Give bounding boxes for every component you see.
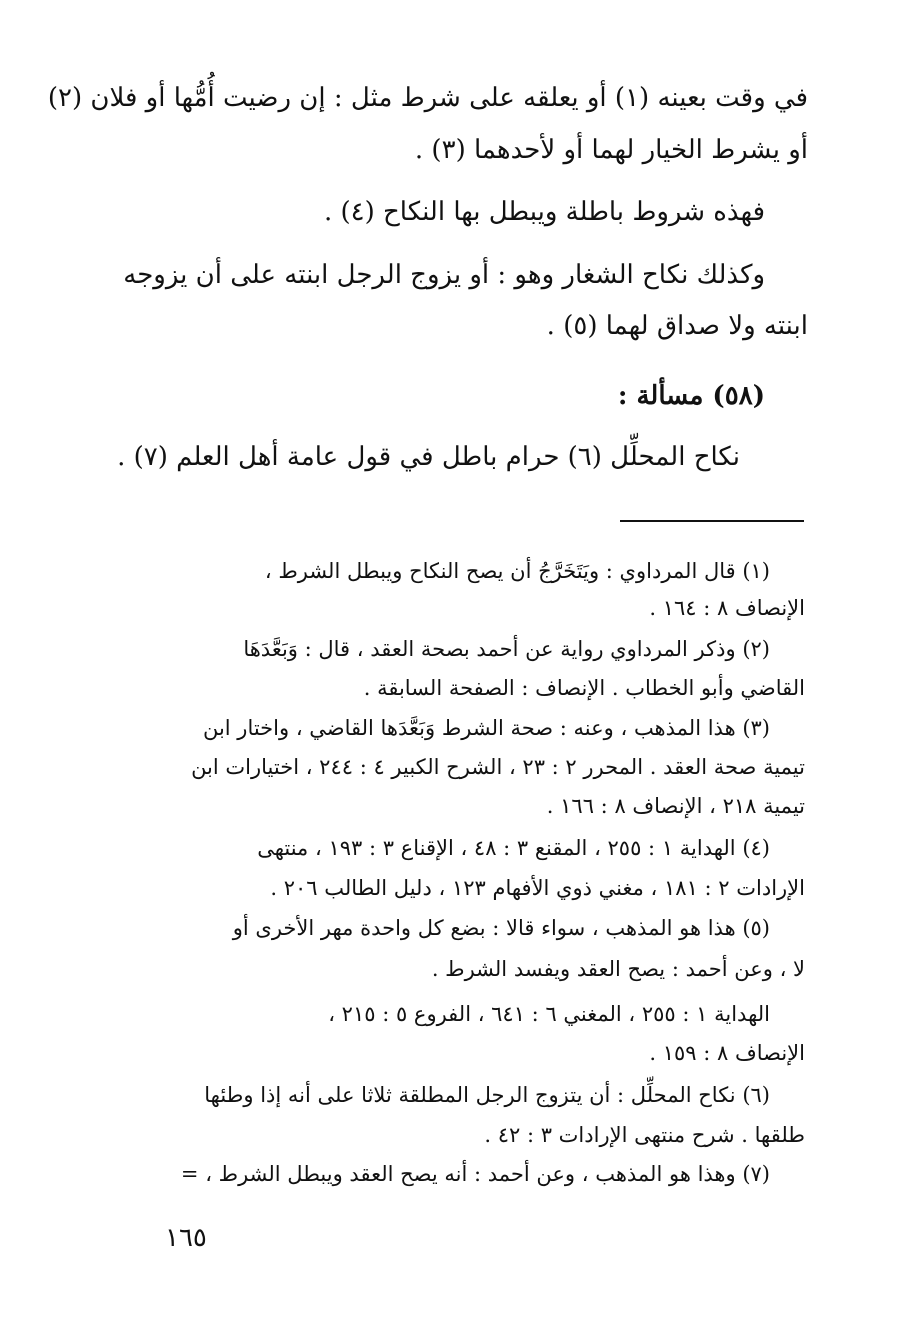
footnote-line: الإرادات ٢ : ١٨١ ، مغني ذوي الأفهام ١٢٣ ، دليل الطالب ٢٠٦ . [270,876,805,900]
page-number: ١٦٥ [165,1223,207,1253]
footnote-line: لا ، وعن أحمد : يصح العقد ويفسد الشرط . [431,957,805,981]
main-text-line: في وقت بعينه (١) أو يعلقه على شرط مثل : إن رضيت أُمُّها أو فلان (٢) [47,83,808,113]
footnote-line: تيمية ٢١٨ ، الإنصاف ٨ : ١٦٦ . [546,794,805,818]
issue-text: نكاح المحلِّل (٦) حرام باطل في قول عامة أهل العلم (٧) . [117,442,740,472]
issue-heading: (٥٨) مسألة : [617,381,765,411]
main-text-line: أو يشرط الخيار لهما أو لأحدهما (٣) . [414,135,808,165]
footnote-line: طلقها . شرح منتهى الإرادات ٣ : ٤٢ . [484,1123,805,1147]
footnote-line: (٤) الهداية ١ : ٢٥٥ ، المقنع ٣ : ٤٨ ، الإقناع ٣ : ١٩٣ ، منتهى [257,836,770,860]
main-text-line: ابنته ولا صداق لهما (٥) . [546,311,808,341]
footnote-line: (٣) هذا المذهب ، وعنه : صحة الشرط وَبَعَّدَها القاضي ، واختار ابن [202,716,770,740]
main-text-line: وكذلك نكاح الشغار وهو : أو يزوج الرجل ابنته على أن يزوجه [123,260,765,290]
footnote-line: (٦) نكاح المحلِّل : أن يتزوج الرجل المطلقة ثلاثا على أنه إذا وطئها [204,1083,770,1107]
footnote-line: (١) قال المرداوي : ويَتَخَرَّجُ أن يصح النكاح ويبطل الشرط ، [264,559,770,583]
footnote-line: (٥) هذا هو المذهب ، سواء قالا : بضع كل واحدة مهر الأخرى أو [232,916,770,940]
footnote-line: الهداية ١ : ٢٥٥ ، المغني ٦ : ٦٤١ ، الفروع ٥ : ٢١٥ ، [328,1002,770,1026]
footnote-line: الإنصاف ٨ : ١٦٤ . [649,596,805,620]
footnote-line: الإنصاف ٨ : ١٥٩ . [649,1041,805,1065]
footnote-separator [620,520,804,522]
footnote-line: القاضي وأبو الخطاب . الإنصاف : الصفحة السابقة . [363,676,805,700]
footnote-line: (٧) وهذا هو المذهب ، وعن أحمد : أنه يصح العقد ويبطل الشرط ، = [180,1162,770,1186]
footnote-line: (٢) وذكر المرداوي رواية عن أحمد بصحة العقد ، قال : وَبَعَّدَهَا [243,637,770,661]
main-text-line: فهذه شروط باطلة ويبطل بها النكاح (٤) . [323,197,765,227]
footnote-line: تيمية صحة العقد . المحرر ٢ : ٢٣ ، الشرح الكبير ٤ : ٢٤٤ ، اختيارات ابن [191,755,805,779]
